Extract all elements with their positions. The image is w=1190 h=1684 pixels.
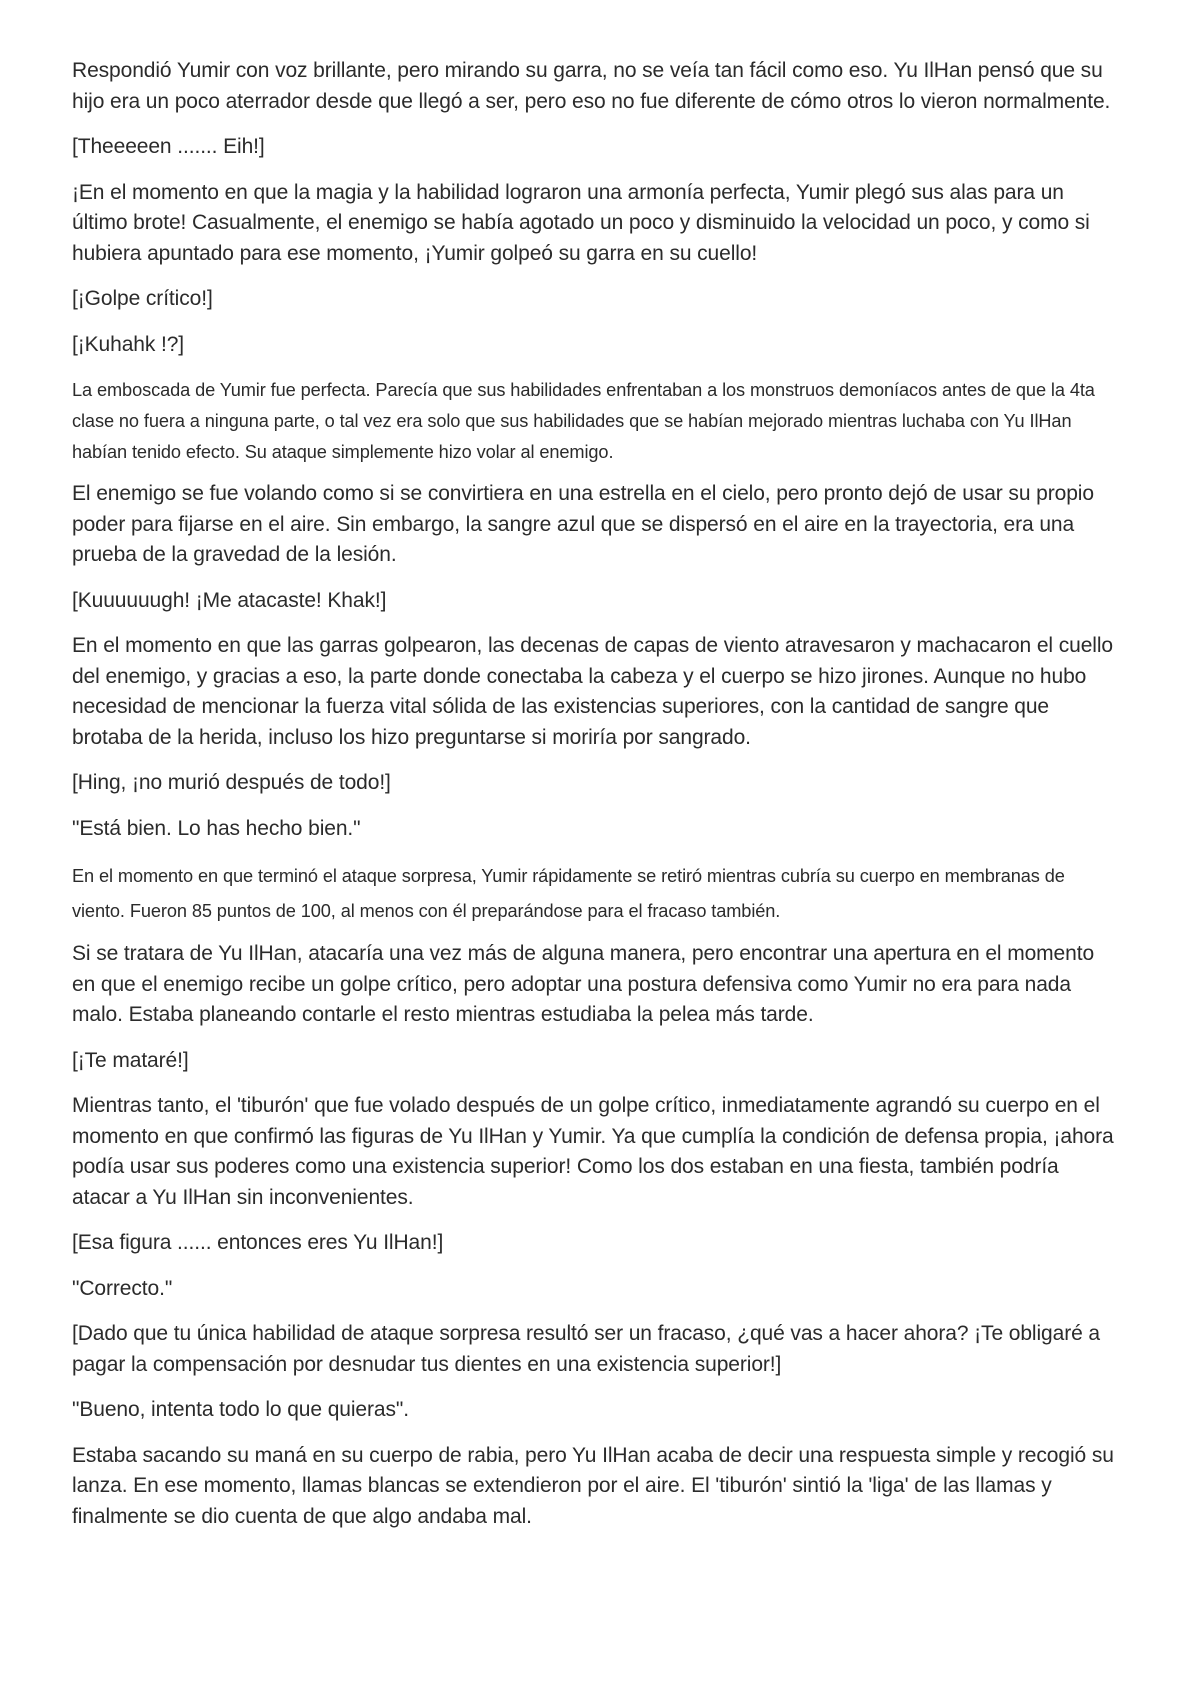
dialogue-line: [Hing, ¡no murió después de todo!] — [72, 771, 391, 794]
dialogue-line: [Esa figura ...... entonces eres Yu IlHan!] — [72, 1231, 444, 1254]
dialogue-line: [Theeeeen ....... Eih!] — [72, 135, 265, 158]
dialogue-line: [¡Te mataré!] — [72, 1048, 189, 1072]
paragraph-small-2: En el momento en que terminó el ataque sorpresa, Yumir rápidamente se retiró mientras cubría su cuerpo en membranas de viento. Fueron 85 puntos de 100, al menos con él preparándose para el fracaso también. — [72, 866, 1065, 921]
document-page — [72, 56, 1118, 1547]
dialogue-line: "Bueno, intenta todo lo que quieras". — [72, 1398, 409, 1421]
paragraph-9: En el momento en que las garras golpearon, las decenas de capas de viento atravesaron y machacaron el cuello del enemigo, y gracias a eso, la parte donde conectaba la cabeza y el cuerpo se hizo jirones. Aunque no hubo necesidad de mencionar la fuerza vital sólida de las existencias superiores, con la cantidad de sangre que brotaba de la herida, incluso los hizo preguntarse si moriría por sangrado. — [72, 634, 1114, 749]
dialogue-line: [Kuuuuuugh! ¡Me atacaste! Khak!] — [72, 588, 387, 612]
dialogue-line: [¡Golpe crítico!] — [72, 287, 213, 310]
dialogue-line: "Está bien. Lo has hecho bien." — [72, 816, 361, 840]
paragraph-7: El enemigo se fue volando como si se convirtiera en una estrella en el cielo, pero pronto dejó de usar su propio poder para fijarse en el aire. Sin embargo, la sangre azul que se dispersó en el aire en la trayectoria, era una prueba de la gravedad de la lesión. — [72, 482, 1094, 566]
paragraph-15: Mientras tanto, el 'tiburón' que fue volado después de un golpe crítico, inmediatamente agrandó su cuerpo en el momento en que confirmó las figuras de Yu IlHan y Yumir. Ya que cumplía la condición de defensa propia, ¡ahora podía usar sus poderes como una existencia superior! Como los dos estaban en una fiesta, también podría atacar a Yu IlHan sin inconvenientes. — [72, 1094, 1114, 1209]
dialogue-line: [¡Kuhahk !?] — [72, 332, 185, 356]
paragraph-3: ¡En el momento en que la magia y la habilidad lograron una armonía perfecta, Yumir plegó sus alas para un último brote! Casualmente, el enemigo se había agotado un poco y disminuido la velocidad un poco, y como si hubiera apuntado para ese momento, ¡Yumir golpeó su garra en su cuello! — [72, 180, 1090, 265]
paragraph-small-1: La emboscada de Yumir fue perfecta. Parecía que sus habilidades enfrentaban a los monstruos demoníacos antes de que la 4ta clase no fuera a ninguna parte, o tal vez era solo que sus habilidades que se habían mejorado mientras luchaba con Yu IlHan habían tenido efecto. Su ataque simplemente hizo volar al enemigo. — [72, 380, 1095, 462]
paragraph-1: Respondió Yumir con voz brillante, pero mirando su garra, no se veía tan fácil como eso. Yu IlHan pensó que su hijo era un poco aterrador desde que llegó a ser, pero eso no fue diferente de cómo otros lo vieron normalmente. — [72, 59, 1111, 113]
dialogue-paragraph: [Dado que tu única habilidad de ataque sorpresa resultó ser un fracaso, ¿qué vas a hacer ahora? ¡Te obligaré a pagar la compensación por desnudar tus dientes en una existencia superior!] — [72, 1322, 1100, 1376]
paragraph-13: Si se tratara de Yu IlHan, atacaría una vez más de alguna manera, pero encontrar una apertura en el momento en que el enemigo recibe un golpe crítico, pero adoptar una postura defensiva como Yumir no era para nada malo. Estaba planeando contarle el resto mientras estudiaba la pelea más tarde. — [72, 942, 1095, 1026]
paragraph-20: Estaba sacando su maná en su cuerpo de rabia, pero Yu IlHan acaba de decir una respuesta simple y recogió su lanza. En ese momento, llamas blancas se extendieron por el aire. El 'tiburón' sintió la 'liga' de las llamas y finalmente se dio cuenta de que algo andaba mal. — [72, 1443, 1114, 1528]
dialogue-line: "Correcto." — [72, 1276, 173, 1300]
